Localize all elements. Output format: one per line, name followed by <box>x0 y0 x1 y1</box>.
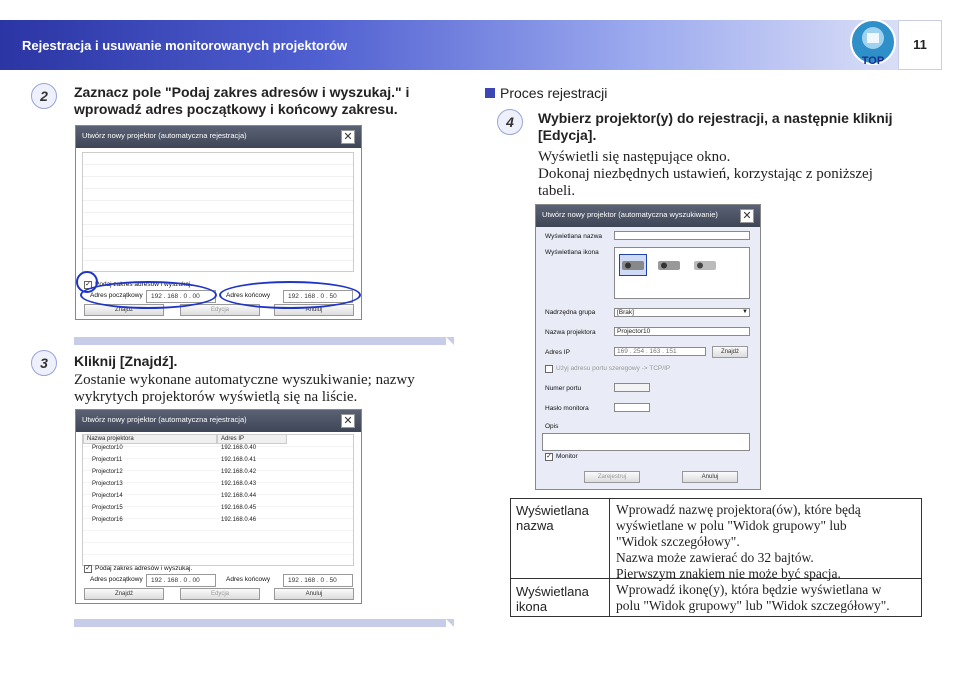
cancel-button[interactable]: Anuluj <box>274 304 354 316</box>
display-name-input[interactable] <box>614 231 750 240</box>
projector-ip-cell: 192.168.0.43 <box>221 481 257 487</box>
ip-address-label: Adres IP <box>545 349 570 356</box>
step-2-badge: 2 <box>31 83 57 109</box>
step-3-title: Kliknij [Znajdź]. <box>74 353 178 369</box>
step-4-line-2: Dokonaj niezbędnych ustawień, korzystając z poniższej <box>538 166 873 182</box>
chevron-down-icon[interactable]: ▼ <box>742 309 748 315</box>
step-4-title <box>538 110 938 144</box>
projector-ip-cell: 192.168.0.46 <box>221 517 257 523</box>
projector-name-cell: Projector16 <box>92 517 123 523</box>
projector-icon-1[interactable] <box>621 258 645 272</box>
edit-button[interactable]: Edycja <box>180 304 260 316</box>
serial-port-checkbox[interactable] <box>545 365 553 373</box>
top-button[interactable] <box>849 18 897 70</box>
step-4-line-1: Wyświetli się następujące okno. <box>538 149 731 165</box>
divider-arrow-1-tip <box>446 337 454 345</box>
serial-port-label: Użyj adresu portu szeregowy -> TCP/IP <box>556 365 671 372</box>
step-2-line-1: Zaznacz pole "Podaj zakres adresów i wyszukaj." i <box>74 84 410 100</box>
parent-group-select[interactable]: [Brak] <box>614 308 750 317</box>
projector-ip-cell: 192.168.0.40 <box>221 445 257 451</box>
projector-icon-2[interactable] <box>657 258 681 272</box>
start-address-label: Adres początkowy <box>90 576 143 583</box>
row-2-label-line-2: ikona <box>516 599 548 614</box>
projector-name-cell: Projector10 <box>92 445 123 451</box>
row-2-desc-line-2: polu "Widok grupowy" lub "Widok szczegółowy". <box>616 598 890 613</box>
projector-name-cell: Projector11 <box>92 457 123 463</box>
step-2-line-2: wprowadź adres początkowy i końcowy zakresu. <box>74 101 398 117</box>
edit-button[interactable]: Edycja <box>180 588 260 600</box>
parent-group-label: Nadrzędna grupa <box>545 309 596 316</box>
monitor-checkbox[interactable]: ✓ <box>546 453 552 460</box>
page-header-title: Rejestracja i usuwanie monitorowanych projektorów <box>22 38 348 53</box>
start-address-input[interactable]: 192 . 168 . 0 . 00 <box>146 574 216 587</box>
step-4-title-line-1: Wybierz projektor(y) do rejestracji, a następnie kliknij <box>538 110 893 126</box>
port-number-input[interactable] <box>614 383 650 392</box>
projector-name-cell: Projector12 <box>92 469 123 475</box>
range-checkbox-label: Podaj zakres adresów i wyszukaj. <box>95 281 193 288</box>
range-checkbox[interactable]: ✓ <box>85 281 91 288</box>
top-label: TOP <box>861 55 885 67</box>
settings-table <box>510 498 922 617</box>
projector-ip-cell: 192.168.0.42 <box>221 469 257 475</box>
column-header-ip[interactable]: Adres IP <box>217 434 287 444</box>
close-icon[interactable]: ✕ <box>341 130 355 144</box>
step-4-line-3: tabeli. <box>538 183 576 199</box>
table-row-desc-2 <box>616 582 890 614</box>
find-button[interactable]: Znajdź <box>84 588 164 600</box>
projector-name-cell: Projector13 <box>92 481 123 487</box>
step-3-line-1: Zostanie wykonane automatyczne wyszukiwanie; nazwy <box>74 372 415 388</box>
display-name-label: Wyświetlana nazwa <box>545 233 603 240</box>
row-1-desc-line-3: "Widok szczegółowy". <box>616 534 740 549</box>
end-address-label: Adres końcowy <box>226 292 271 299</box>
dialog-2-title: Utwórz nowy projektor (automatyczna rejestracja) <box>76 410 361 432</box>
close-icon[interactable]: ✕ <box>341 414 355 428</box>
description-label: Opis <box>545 423 559 430</box>
table-row-label-2 <box>516 584 589 614</box>
section-square-icon <box>485 88 495 98</box>
monitor-password-label: Hasło monitora <box>545 405 589 412</box>
projector-name-cell: Projector14 <box>92 493 123 499</box>
close-icon[interactable]: ✕ <box>740 209 754 223</box>
range-checkbox[interactable]: ✓ <box>85 565 91 572</box>
row-1-desc-line-2: wyświetlane w polu "Widok grupowy" lub <box>616 518 847 533</box>
divider-arrow-2 <box>74 619 446 627</box>
page-number: 11 <box>913 37 927 52</box>
step-3-badge: 3 <box>31 350 57 376</box>
projector-name-cell: Projector15 <box>92 505 123 511</box>
ip-find-button[interactable]: Znajdź <box>712 346 748 358</box>
step-2-text <box>74 84 454 118</box>
icon-picker[interactable] <box>614 247 750 299</box>
new-projector-dialog <box>535 204 761 490</box>
cancel-button[interactable]: Anuluj <box>274 588 354 600</box>
step-4-title-line-2: [Edycja]. <box>538 127 597 143</box>
row-1-desc-line-4: Nazwa może zawierać do 32 bajtów. <box>616 550 814 565</box>
end-address-label: Adres końcowy <box>226 576 271 583</box>
description-input[interactable] <box>542 433 750 451</box>
projector-ip-cell: 192.168.0.45 <box>221 505 257 511</box>
monitor-label: Monitor <box>556 453 578 460</box>
projector-name-input[interactable]: Projector10 <box>614 327 750 336</box>
row-2-label-line-1: Wyświetlana <box>516 584 589 599</box>
projector-ip-cell: 192.168.0.41 <box>221 457 257 463</box>
cancel-button[interactable]: Anuluj <box>682 471 738 483</box>
step-4-description <box>538 149 938 200</box>
start-address-input[interactable]: 192 . 168 . 0 . 00 <box>146 290 216 303</box>
projector-ip-cell: 192.168.0.44 <box>221 493 257 499</box>
divider-arrow-1 <box>74 337 446 345</box>
dialog-1-title: Utwórz nowy projektor (automatyczna rejestracja) <box>76 126 361 148</box>
projector-name-label: Nazwa projektora <box>545 329 596 336</box>
step-4-badge: 4 <box>497 109 523 135</box>
projector-list <box>82 434 354 566</box>
projector-icon-3[interactable] <box>693 258 717 272</box>
table-column-divider <box>609 499 610 616</box>
process-heading: Proces rejestracji <box>500 85 608 101</box>
monitor-password-input[interactable] <box>614 403 650 412</box>
step-3-description <box>74 372 454 406</box>
range-checkbox-label: Podaj zakres adresów i wyszukaj. <box>95 565 193 572</box>
row-1-label-line-1: Wyświetlana <box>516 503 589 518</box>
end-address-input[interactable]: 192 . 168 . 0 . 50 <box>283 574 353 587</box>
step-3-line-2: wykrytych projektorów wyświetlą się na liście. <box>74 389 358 405</box>
display-icon-label: Wyświetlana ikona <box>545 249 599 256</box>
table-row-label-1 <box>516 503 589 533</box>
end-address-input[interactable]: 192 . 168 . 0 . 50 <box>283 290 353 303</box>
highlight-circle-start <box>80 281 217 309</box>
projector-list-empty <box>82 152 354 272</box>
port-number-label: Numer portu <box>545 385 582 392</box>
ip-address-input[interactable]: 169 . 254 . 163 . 151 <box>614 347 706 356</box>
table-row-desc-1 <box>616 502 861 582</box>
row-1-desc-line-5: Pierwszym znakiem nie może być spacja. <box>616 566 841 581</box>
start-address-label: Adres początkowy <box>90 292 143 299</box>
divider-arrow-2-tip <box>446 619 454 627</box>
row-1-desc-line-1: Wprowadź nazwę projektora(ów), które będą <box>616 502 861 517</box>
column-header-name[interactable]: Nazwa projektora <box>83 434 217 444</box>
highlight-circle-end <box>219 281 361 309</box>
find-button[interactable]: Znajdź <box>84 304 164 316</box>
row-2-desc-line-1: Wprowadź ikonę(y), która będzie wyświetlana w <box>616 582 882 597</box>
row-1-label-line-2: nazwa <box>516 518 554 533</box>
register-button[interactable]: Zarejestruj <box>584 471 640 483</box>
dialog-3-title: Utwórz nowy projektor (automatyczna wyszukiwanie) <box>536 205 760 227</box>
